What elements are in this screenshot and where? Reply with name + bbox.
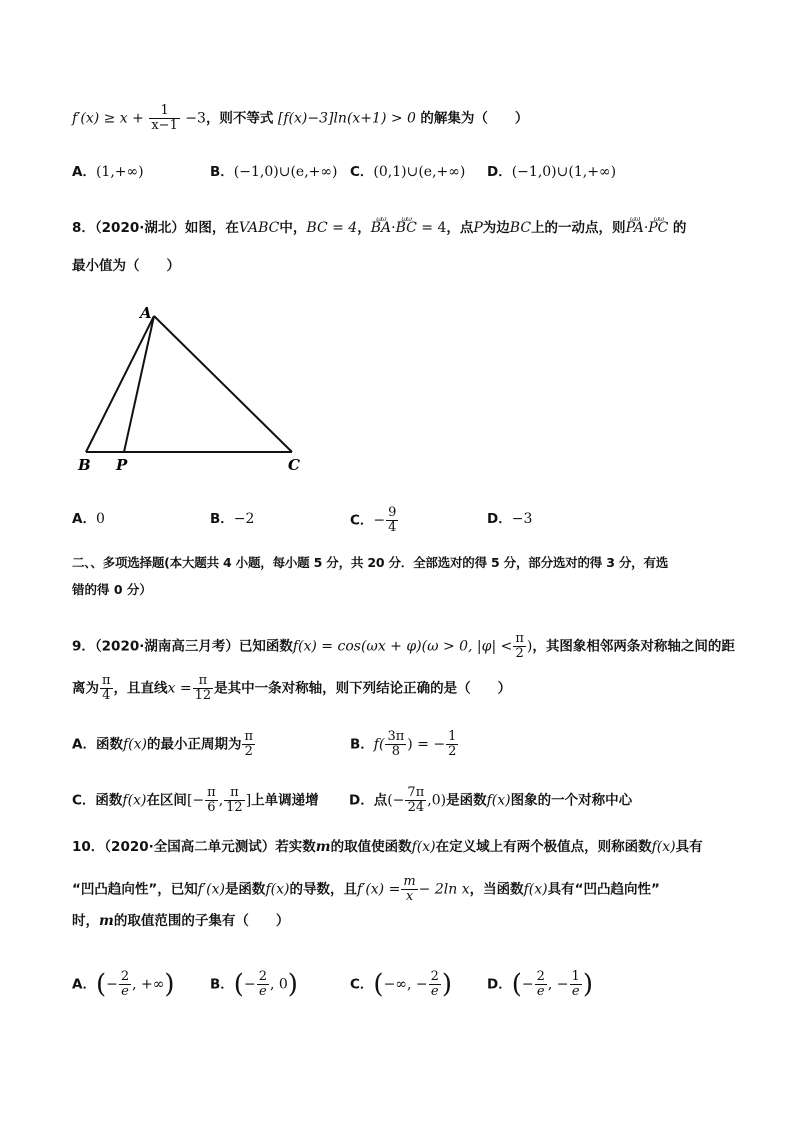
segment-ap [124, 316, 154, 452]
q9-stem-line1: 9．（2020·湖南高三月考）已知函数f(x) = cos(ωx + φ)(ω > 0, |φ| < $\frac{\pi}{2}$ )，其图象相邻两条对称轴之间的距 [72, 631, 735, 661]
vertex-label-a: A [140, 304, 152, 322]
side-ab [86, 316, 154, 452]
q10-stem-line3: 时，m的取值范围的子集有（ ） [72, 913, 290, 929]
q10-number: 10． [72, 839, 105, 855]
q8-option-d[interactable]: D．−3 [487, 511, 533, 527]
section-2-heading-line2: 错的得 0 分） [72, 582, 152, 597]
vertex-label-b: B [78, 456, 91, 474]
vector-pc: ωω PC [648, 218, 668, 238]
q8-option-b[interactable]: B．−2 [210, 511, 255, 527]
q10-stem-line1: 10．（2020·全国高二单元测试）若实数m的取值使函数f(x)在定义域上有两个极值点，则称函数f(x)具有 [72, 839, 703, 855]
q8-option-a[interactable]: A．0 [72, 511, 105, 527]
q9-option-d[interactable]: D．点(− $\frac{7\pi}{24}$ ,0)是函数f(x)图象的一个对称中心 [349, 785, 633, 815]
q7-option-b[interactable]: B．(−1,0)∪(e,+∞) [210, 164, 338, 180]
q7-condition-line: f′(x) ≥ x + $\frac{1}{x-1}$ −3，则不等式 [f(x)−3]ln(x+1) > 0 的解集为（ ） [72, 103, 529, 133]
side-ac [154, 316, 292, 452]
vector-ba: ωω BA [371, 218, 391, 238]
q8-source: （2020·湖北） [94, 220, 185, 236]
vector-pa: ωω PA [626, 218, 644, 238]
q8-stem-line2: 最小值为（ ） [72, 258, 180, 274]
vector-bc: ωω BC [396, 218, 417, 238]
q9-option-b[interactable]: B．f( $\frac{3\pi}{8}$ ) = − $\frac{1}{2}$ [350, 729, 457, 759]
q7-option-a[interactable]: A．(1,+∞) [72, 164, 144, 180]
q9-stem-line2: 离为 $\frac{\pi}{4}$ ，且直线x = $\frac{\pi}{12}$ 是其中一条对称轴，则下列结论正确的是（ ） [72, 673, 512, 703]
q7-inequality: [f(x)−3]ln(x+1) > 0 [277, 110, 416, 127]
section-2-heading-line1: 二、、多项选择题(本大题共 4 小题，每小题 5 分，共 20 分．全部选对的得 5 分，部分选对的得 3 分，有选 [72, 555, 669, 570]
q10-stem-line2: “凹凸趋向性”，已知f′(x)是函数f(x)的导数，且f′(x) = $\frac{m}{x}$ − 2ln x，当函数f(x)具有“凹凸趋向性” [72, 874, 660, 904]
q10-option-a[interactable]: A．(− $\frac{2}{e}$ , +∞) [72, 969, 175, 1000]
q9-option-a[interactable]: A．函数f(x)的最小正周期为 $\frac{\pi}{2}$ [72, 729, 254, 759]
q8-stem-line1: 8．（2020·湖北）如图，在VABC中，BC = 4，ωω BA·ωω BC = 4，点P为边BC上的一动点，则ωω PA·ωω PC 的 [72, 218, 686, 238]
point-label-p: P [116, 456, 128, 474]
q10-option-d[interactable]: D．(− $\frac{2}{e}$ , − $\frac{1}{e}$ ) [487, 969, 593, 1000]
q10-source: （2020·全国高二单元测试） [104, 839, 276, 855]
q7-option-c[interactable]: C．(0,1)∪(e,+∞) [350, 164, 466, 180]
q8-triangle-figure [72, 298, 312, 478]
q10-option-b[interactable]: B．(− $\frac{2}{e}$ , 0) [210, 969, 298, 1000]
q9-source: （2020·湖南高三月考） [94, 638, 239, 655]
q8-number: 8． [72, 220, 95, 236]
q7-derivative-expr: f′(x) ≥ x + [72, 110, 144, 127]
q7-fraction: $\frac{1}{x-1}$ [151, 103, 178, 133]
q7-option-d[interactable]: D．(−1,0)∪(1,+∞) [487, 164, 617, 180]
q9-option-c[interactable]: C．函数f(x)在区间[− $\frac{\pi}{6}$ , $\frac{\pi}{12}$ ]上单调递增 [72, 785, 319, 815]
vertex-label-c: C [288, 456, 300, 474]
q10-option-c[interactable]: C．(−∞, − $\frac{2}{e}$ ) [350, 969, 453, 1000]
q8-option-c[interactable]: C．− $\frac{9}{4}$ [350, 505, 397, 535]
q9-number: 9． [72, 638, 95, 655]
